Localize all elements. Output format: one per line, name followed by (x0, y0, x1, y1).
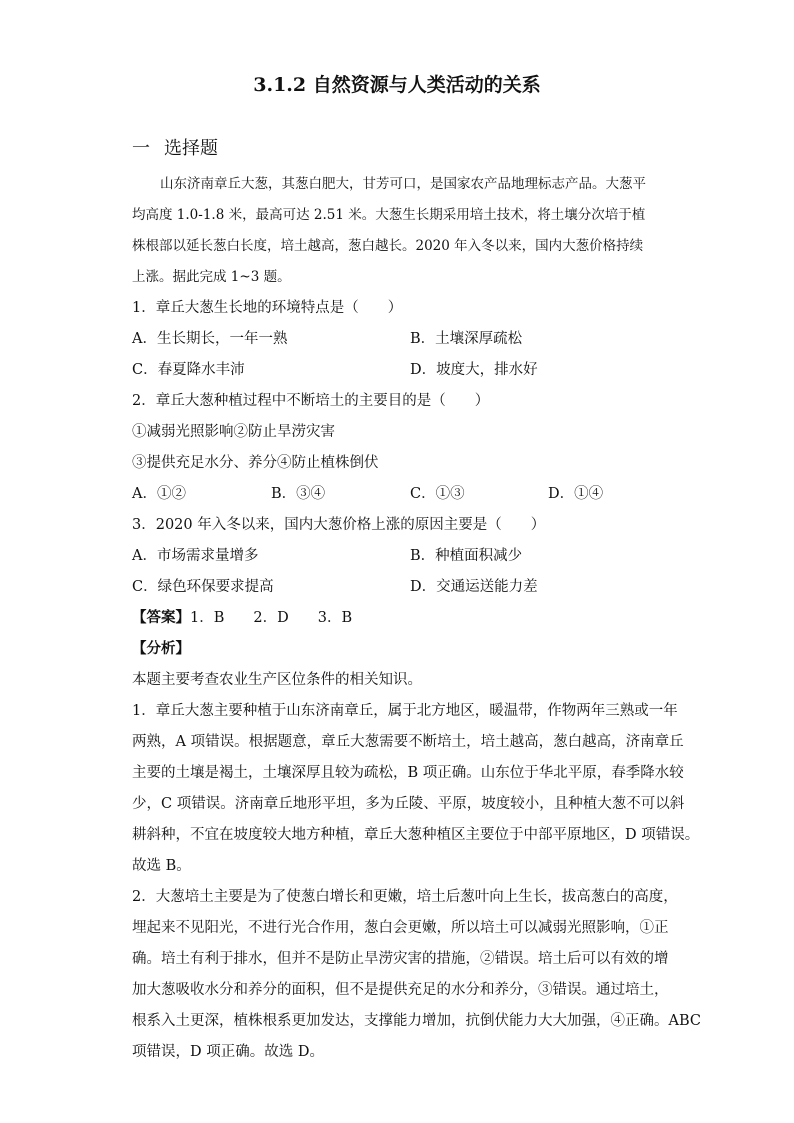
question-1-option-d: D．坡度大，排水好 (410, 362, 538, 378)
question-3-option-c: C．绿色环保要求提高 (132, 579, 274, 595)
analysis-paragraph-1-line: 耕斜种，不宜在坡度较大地方种植，章丘大葱种植区主要位于中部平原地区，D 项错误。 (132, 827, 700, 843)
analysis-paragraph-2-line: 确。培土有利于排水，但并不是防止旱涝灾害的措施，②错误。培土后可以有效的增 (132, 951, 669, 967)
passage-line: 株根部以延长葱白长度，培土越高，葱白越长。2020 年入冬以来，国内大葱价格持续 (132, 238, 644, 254)
question-2-option-d: D．①④ (548, 486, 604, 502)
answer-label: 【答案】 (132, 609, 190, 626)
analysis-intro: 本题主要考查农业生产区位条件的相关知识。 (132, 672, 422, 688)
section-heading (132, 134, 218, 160)
question-2-statements: ①减弱光照影响②防止旱涝灾害 (132, 424, 335, 440)
question-2-option-c: C．①③ (410, 486, 465, 502)
analysis-paragraph-2-line: 2．大葱培土主要是为了使葱白增长和更嫩，培土后葱叶向上生长，拔高葱白的高度， (132, 889, 678, 905)
question-2-statements: ③提供充足水分、养分④防止植株倒伏 (132, 455, 379, 471)
question-1-stem: 1．章丘大葱生长地的环境特点是（ ） (132, 300, 403, 316)
analysis-paragraph-2-line: 加大葱吸收水分和养分的面积，但不是提供充足的水分和养分，③错误。通过培土， (132, 982, 669, 998)
analysis-paragraph-2-line: 根系入土更深，植株根系更加发达，支撑能力增加，抗倒伏能力大大加强，④正确。ABC (132, 1013, 701, 1029)
analysis-paragraph-1-line: 1．章丘大葱主要种植于山东济南章丘，属于北方地区，暖温带，作物两年三熟或一年 (132, 703, 678, 719)
answer-text: 1．B 2．D 3．B (190, 610, 353, 626)
answer-row (132, 606, 352, 627)
analysis-paragraph-1-line: 少，C 项错误。济南章丘地形平坦，多为丘陵、平原，坡度较小，且种植大葱不可以斜 (132, 796, 685, 812)
section-label: 选择题 (164, 138, 218, 159)
question-1-option-b: B．土壤深厚疏松 (410, 331, 523, 347)
question-3-stem: 3．2020 年入冬以来，国内大葱价格上涨的原因主要是（ ） (132, 517, 546, 533)
analysis-paragraph-1-line: 故选 B。 (132, 858, 191, 874)
question-3-option-d: D．交通运送能力差 (410, 579, 538, 595)
question-1-option-a: A．生长期长，一年一熟 (132, 331, 288, 347)
question-2-stem: 2．章丘大葱种植过程中不断培土的主要目的是（ ） (132, 393, 490, 409)
analysis-paragraph-1-line: 主要的土壤是褐土，土壤深厚且较为疏松，B 项正确。山东位于华北平原，春季降水较 (132, 765, 684, 781)
analysis-paragraph-2-line: 项错误，D 项正确。故选 D。 (132, 1044, 324, 1060)
section-marker: 一 (132, 138, 150, 159)
question-1-option-c: C．春夏降水丰沛 (132, 362, 245, 378)
analysis-paragraph-2-line: 埋起来不见阳光，不进行光合作用，葱白会更嫩，所以培土可以减弱光照影响，①正 (132, 920, 669, 936)
page-title: 3.1.2 自然资源与人类活动的关系 (253, 74, 541, 96)
question-3-option-a: A．市场需求量增多 (132, 548, 259, 564)
passage-line: 上涨。据此完成 1~3 题。 (132, 269, 291, 285)
analysis-paragraph-1-line: 两熟，A 项错误。根据题意，章丘大葱需要不断培土，培土越高，葱白越高，济南章丘 (132, 734, 684, 750)
passage-line: 山东济南章丘大葱，其葱白肥大，甘芳可口，是国家农产品地理标志产品。大葱平 (160, 176, 646, 192)
analysis-label: 【分析】 (132, 640, 190, 657)
question-2-option-b: B．③④ (271, 486, 326, 502)
passage-line: 均高度 1.0-1.8 米，最高可达 2.51 米。大葱生长期采用培土技术，将土壤分次培于植 (132, 207, 646, 223)
question-3-option-b: B．种植面积减少 (410, 548, 523, 564)
question-2-option-a: A．①② (132, 486, 186, 502)
